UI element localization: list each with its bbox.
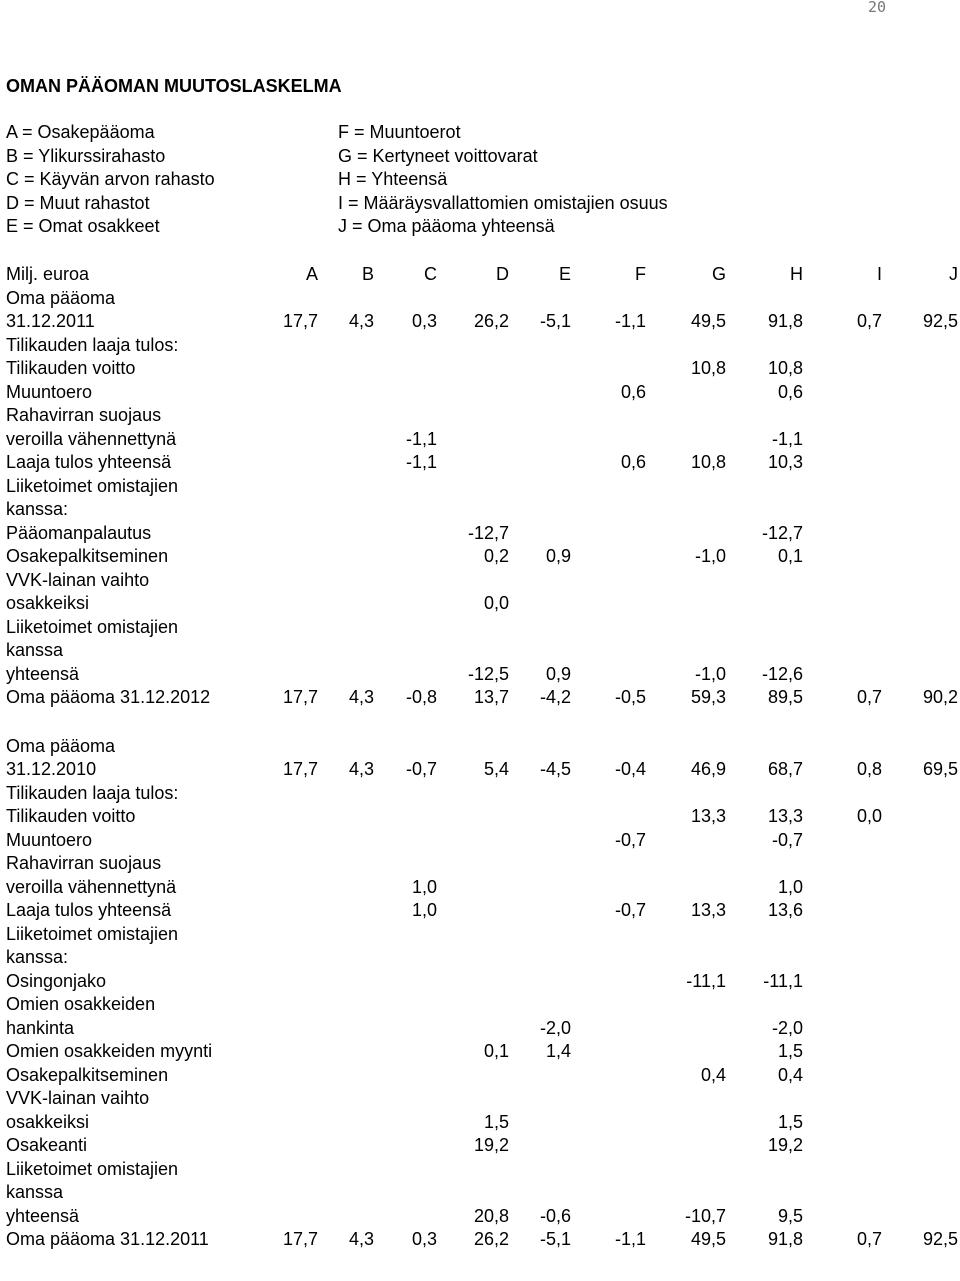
cell-value: 68,7	[767, 759, 803, 779]
cell-value: -0,7	[405, 759, 437, 779]
cell-value: -10,7	[684, 1205, 726, 1226]
cell-value: 49,5	[690, 1229, 726, 1249]
column-header: I	[876, 264, 882, 284]
row-label: osakkeiksi	[6, 593, 90, 613]
cell-value: 0,3	[411, 1229, 437, 1249]
legend-entry: J = Oma pääoma yhteensä	[338, 216, 555, 236]
cell-value: 9,5	[777, 1205, 803, 1226]
row-label: Omien osakkeiden myynti	[6, 1041, 213, 1061]
row-label: Oma pääoma	[6, 287, 116, 308]
table-row	[0, 334, 960, 358]
table-row	[0, 287, 960, 311]
row-label: Tilikauden voitto	[6, 806, 136, 826]
column-header: E	[558, 264, 571, 284]
row-label: veroilla vähennettynä	[6, 876, 177, 897]
table-row	[0, 522, 960, 546]
row-label: VVK-lainan vaihto	[6, 569, 150, 590]
cell-value: 92,5	[922, 1229, 958, 1249]
cell-value: 10,8	[767, 358, 803, 378]
legend-entry: B = Ylikurssirahasto	[6, 145, 166, 166]
row-label: Liiketoimet omistajien	[6, 475, 179, 496]
table-row	[0, 1205, 960, 1229]
cell-value: 17,7	[282, 759, 318, 779]
table-row	[0, 1228, 960, 1252]
row-label: Osakeanti	[6, 1135, 88, 1155]
cell-value: 91,8	[767, 1229, 803, 1249]
table-row	[0, 1158, 960, 1182]
cell-value: -1,1	[771, 428, 803, 449]
cell-value: 4,3	[348, 311, 374, 331]
cell-value: 0,7	[856, 311, 882, 331]
row-label: kanssa:	[6, 499, 69, 519]
cell-value: -0,7	[771, 829, 803, 850]
cell-value: -0,8	[405, 687, 437, 707]
table-row	[0, 923, 960, 947]
table-row	[0, 639, 960, 663]
legend-entry: F = Muuntoerot	[338, 122, 461, 142]
legend-entry: D = Muut rahastot	[6, 192, 150, 213]
cell-value: -1,0	[694, 663, 726, 684]
cell-value: 26,2	[473, 1229, 509, 1249]
cell-value: 1,0	[411, 900, 437, 920]
cell-value: -2,0	[539, 1017, 571, 1038]
cell-value: 89,5	[767, 687, 803, 707]
cell-value: 0,4	[777, 1064, 803, 1085]
cell-value: -1,1	[405, 452, 437, 472]
row-label: 31.12.2010	[6, 759, 97, 779]
row-label: Osingonjako	[6, 970, 107, 991]
table-row	[0, 970, 960, 994]
row-label: Muuntoero	[6, 829, 93, 850]
table-row	[0, 1134, 960, 1158]
cell-value: 0,6	[777, 381, 803, 402]
legend-entry: G = Kertyneet voittovarat	[338, 145, 538, 166]
row-label: osakkeiksi	[6, 1111, 90, 1132]
cell-value: 0,1	[777, 546, 803, 566]
table-row	[0, 1040, 960, 1064]
cell-value: 1,0	[411, 876, 437, 897]
cell-value: 0,0	[856, 806, 882, 826]
column-header: B	[361, 264, 374, 284]
cell-value: 20,8	[473, 1205, 509, 1226]
legend-row	[6, 145, 946, 169]
table-row	[0, 451, 960, 475]
legend-entry: I = Määräysvallattomien omistajien osuus	[338, 192, 668, 213]
table-row	[0, 592, 960, 616]
table-row	[0, 946, 960, 970]
column-header: C	[424, 264, 437, 284]
cell-value: 1,5	[777, 1041, 803, 1061]
row-label: Laaja tulos yhteensä	[6, 900, 172, 920]
cell-value: -1,1	[614, 311, 646, 331]
row-label: Omien osakkeiden	[6, 994, 156, 1014]
cell-value: 1,4	[545, 1041, 571, 1061]
cell-value: -5,1	[539, 311, 571, 331]
row-label: Liiketoimet omistajien	[6, 616, 179, 637]
cell-value: 10,8	[690, 452, 726, 472]
legend-entry: C = Käyvän arvon rahasto	[6, 169, 215, 189]
cell-value: 17,7	[282, 687, 318, 707]
equity-changes-table	[0, 263, 960, 1252]
cell-value: 0,7	[856, 1229, 882, 1249]
cell-value: 4,3	[348, 687, 374, 707]
cell-value: 90,2	[922, 687, 958, 707]
row-label: Oma pääoma	[6, 735, 116, 756]
cell-value: 0,3	[411, 311, 437, 331]
cell-value: 0,9	[545, 663, 571, 684]
table-row	[0, 381, 960, 405]
column-header: G	[711, 264, 726, 284]
table-row	[0, 569, 960, 593]
row-label: Tilikauden laaja tulos:	[6, 334, 179, 355]
cell-value: -4,2	[539, 687, 571, 707]
table-row	[0, 686, 960, 710]
cell-value: 1,5	[777, 1111, 803, 1132]
legend-row	[6, 168, 946, 192]
table-row	[0, 710, 960, 735]
cell-value: -2,0	[771, 1017, 803, 1038]
legend-entry: E = Omat osakkeet	[6, 216, 160, 236]
row-label: Pääomanpalautus	[6, 522, 152, 543]
column-header: H	[790, 264, 803, 284]
cell-value: 91,8	[767, 311, 803, 331]
cell-value: -1,1	[614, 1229, 646, 1249]
document-title: OMAN PÄÄOMAN MUUTOSLASKELMA	[6, 76, 342, 96]
cell-value: 26,2	[473, 311, 509, 331]
legend-row	[6, 121, 946, 145]
table-row	[0, 1111, 960, 1135]
cell-value: 13,6	[767, 900, 803, 920]
table-row	[0, 616, 960, 640]
cell-value: -4,5	[539, 759, 571, 779]
table-row	[0, 1087, 960, 1111]
cell-value: 1,0	[777, 876, 803, 897]
cell-value: -0,5	[614, 687, 646, 707]
table-row	[0, 357, 960, 381]
row-label: veroilla vähennettynä	[6, 428, 177, 449]
cell-value: 13,3	[690, 900, 726, 920]
legend-entry: A = Osakepääoma	[6, 122, 155, 142]
cell-value: 19,2	[473, 1135, 509, 1155]
table-row	[0, 428, 960, 452]
cell-value: -0,7	[614, 900, 646, 920]
page-number: 20	[867, 0, 886, 16]
legend-row	[6, 215, 946, 239]
row-label: kanssa	[6, 1182, 64, 1202]
row-label: kanssa	[6, 640, 64, 660]
table-row	[0, 498, 960, 522]
cell-value: 13,7	[473, 687, 509, 707]
table-row	[0, 805, 960, 829]
row-label: Tilikauden voitto	[6, 358, 136, 378]
cell-value: 13,3	[767, 806, 803, 826]
row-label: Muuntoero	[6, 381, 93, 402]
cell-value: 0,1	[483, 1041, 509, 1061]
cell-value: 10,8	[690, 358, 726, 378]
row-label: Liiketoimet omistajien	[6, 923, 179, 944]
table-row	[0, 404, 960, 428]
table-row	[0, 663, 960, 687]
row-label: Tilikauden laaja tulos:	[6, 782, 179, 803]
cell-value: -11,1	[763, 970, 803, 991]
row-label: Rahavirran suojaus	[6, 853, 162, 873]
table-row	[0, 310, 960, 334]
cell-value: -0,7	[614, 829, 646, 850]
cell-value: 0,8	[856, 759, 882, 779]
legend-entry: H = Yhteensä	[338, 169, 448, 189]
table-row	[0, 1181, 960, 1205]
table-row	[0, 899, 960, 923]
row-label: yhteensä	[6, 1205, 80, 1226]
column-header: D	[496, 264, 509, 284]
unit-label: Milj. euroa	[6, 264, 90, 284]
cell-value: 69,5	[922, 759, 958, 779]
cell-value: 13,3	[690, 806, 726, 826]
cell-value: 0,2	[483, 546, 509, 566]
row-label: kanssa:	[6, 947, 69, 967]
cell-value: 1,5	[483, 1111, 509, 1132]
cell-value: 49,5	[690, 311, 726, 331]
table-row	[0, 829, 960, 853]
cell-value: 19,2	[767, 1135, 803, 1155]
cell-value: 92,5	[922, 311, 958, 331]
cell-value: -12,7	[761, 522, 803, 543]
column-header: J	[949, 264, 958, 284]
row-label: 31.12.2011	[6, 311, 95, 331]
legend-row	[6, 192, 946, 216]
table-row	[0, 782, 960, 806]
table-row	[0, 876, 960, 900]
cell-value: 5,4	[483, 759, 509, 779]
column-header: A	[305, 264, 318, 284]
cell-value: 0,0	[483, 593, 509, 613]
row-label: Oma pääoma 31.12.2011	[6, 1229, 209, 1249]
table-header-row	[0, 263, 960, 287]
cell-value: 0,4	[700, 1064, 726, 1085]
cell-value: 4,3	[348, 759, 374, 779]
cell-value: 0,6	[620, 381, 646, 402]
table-row	[0, 852, 960, 876]
cell-value: -1,1	[405, 428, 437, 449]
table-row	[0, 1017, 960, 1041]
cell-value: -12,6	[761, 663, 803, 684]
row-label: Osakepalkitseminen	[6, 1064, 169, 1085]
cell-value: -12,7	[467, 522, 509, 543]
cell-value: -0,6	[539, 1205, 571, 1226]
cell-value: -0,4	[614, 759, 646, 779]
table-row	[0, 1064, 960, 1088]
row-label: Osakepalkitseminen	[6, 546, 169, 566]
cell-value: 17,7	[282, 311, 318, 331]
row-label: yhteensä	[6, 663, 80, 684]
row-label: hankinta	[6, 1017, 75, 1038]
cell-value: 4,3	[348, 1229, 374, 1249]
column-legend	[6, 121, 946, 239]
table-row	[0, 758, 960, 782]
row-label: Laaja tulos yhteensä	[6, 452, 172, 472]
cell-value: -1,0	[694, 546, 726, 566]
row-label: Rahavirran suojaus	[6, 405, 162, 425]
cell-value: 59,3	[690, 687, 726, 707]
cell-value: 0,6	[620, 452, 646, 472]
row-label: Liiketoimet omistajien	[6, 1158, 179, 1179]
table-row	[0, 475, 960, 499]
cell-value: 0,9	[545, 546, 571, 566]
column-header: F	[635, 264, 646, 284]
cell-value: -12,5	[467, 663, 509, 684]
table-row	[0, 993, 960, 1017]
table-row	[0, 545, 960, 569]
row-label: VVK-lainan vaihto	[6, 1088, 150, 1108]
cell-value: 17,7	[282, 1229, 318, 1249]
table-row	[0, 735, 960, 759]
cell-value: 10,3	[767, 452, 803, 472]
row-label: Oma pääoma 31.12.2012	[6, 687, 211, 707]
cell-value: 46,9	[690, 759, 726, 779]
cell-value: 0,7	[856, 687, 882, 707]
cell-value: -11,1	[686, 970, 726, 991]
cell-value: -5,1	[539, 1229, 571, 1249]
